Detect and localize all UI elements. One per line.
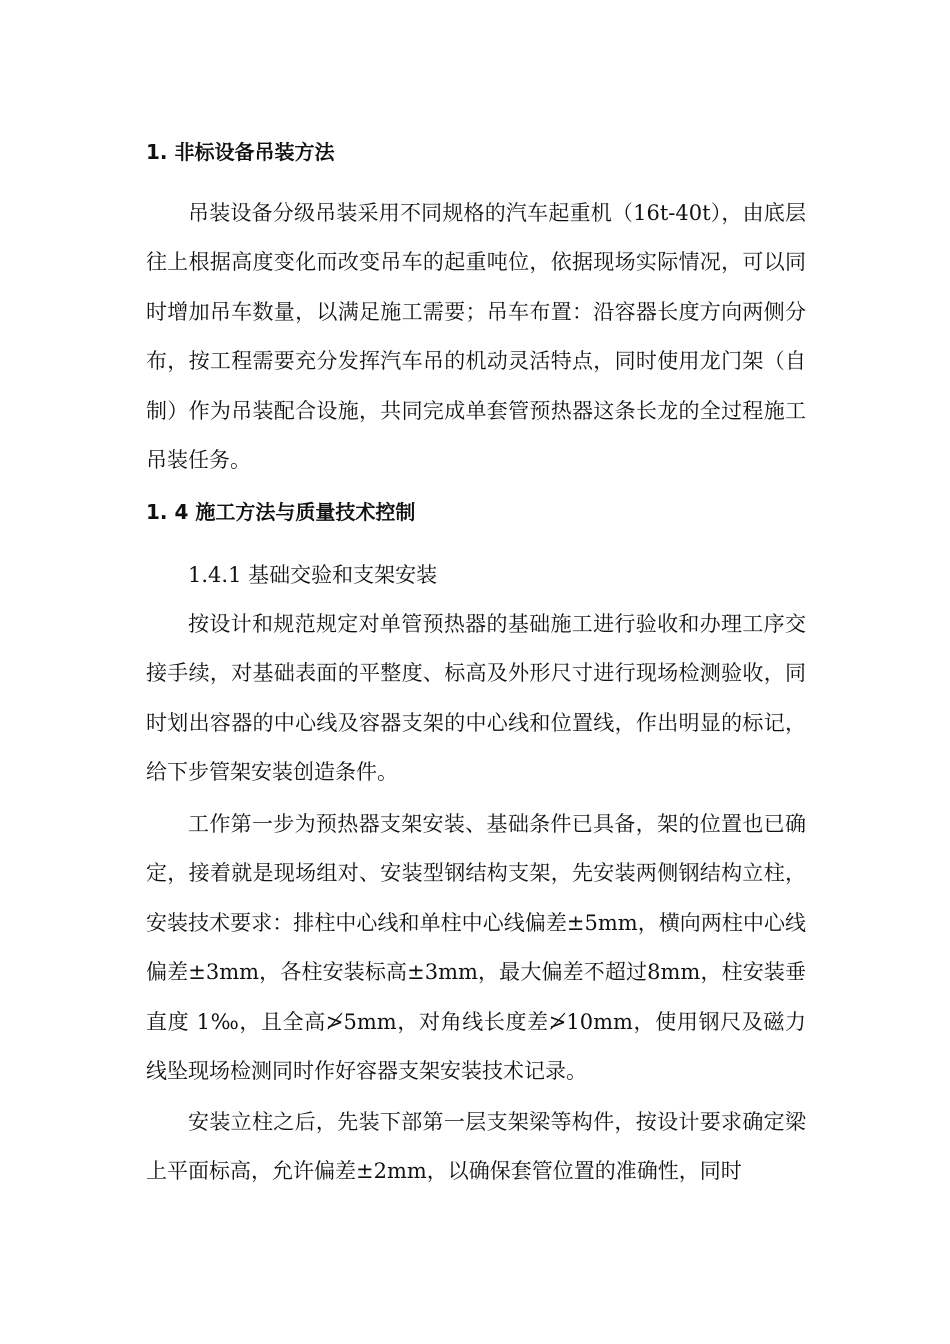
subsection-heading-1-4-1: 1.4.1 基础交验和支架安装 [188,563,438,587]
section-heading-1-4: 1. 4 施工方法与质量技术控制 [146,500,416,524]
paragraph-beam-installation: 安装立柱之后，先装下部第一层支架梁等构件，按设计要求确定梁上平面标高，允许偏差±2mm，以确保套管位置的准确性，同时 [146,1110,806,1184]
paragraph-foundation-acceptance: 按设计和规范规定对单管预热器的基础施工进行验收和办理工序交接手续，对基础表面的平整度、标高及外形尺寸进行现场检测验收，同时划出容器的中心线及容器支架的中心线和位置线，作出明显的标记，给下步管架安装创造条件。 [146,612,806,785]
paragraph-hoisting-method: 吊装设备分级吊装采用不同规格的汽车起重机（16t-40t），由底层往上根据高度变化而改变吊车的起重吨位，依据现场实际情况，可以同时增加吊车数量，以满足施工需要；吊车布置：沿容器长度方向两侧分布，按工程需要充分发挥汽车吊的机动灵活特点，同时使用龙门架（自制）作为吊装配合设施，共同完成单套管预热器这条长龙的全过程施工吊装任务。 [146,201,806,473]
paragraph-support-installation: 工作第一步为预热器支架安装、基础条件已具备，架的位置也已确定，接着就是现场组对、安装型钢结构支架，先安装两侧钢结构立柱，安装技术要求：排柱中心线和单柱中心线偏差±5mm，横向两柱中心线偏差±3mm，各柱安装标高±3mm，最大偏差不超过8mm，柱安装垂直度 1‰，且全高≯5mm，对角线长度差≯10mm，使用钢尺及磁力线坠现场检测同时作好容器支架安装技术记录。 [146,812,806,1084]
section-heading: 1. 非标设备吊装方法 [146,140,335,164]
